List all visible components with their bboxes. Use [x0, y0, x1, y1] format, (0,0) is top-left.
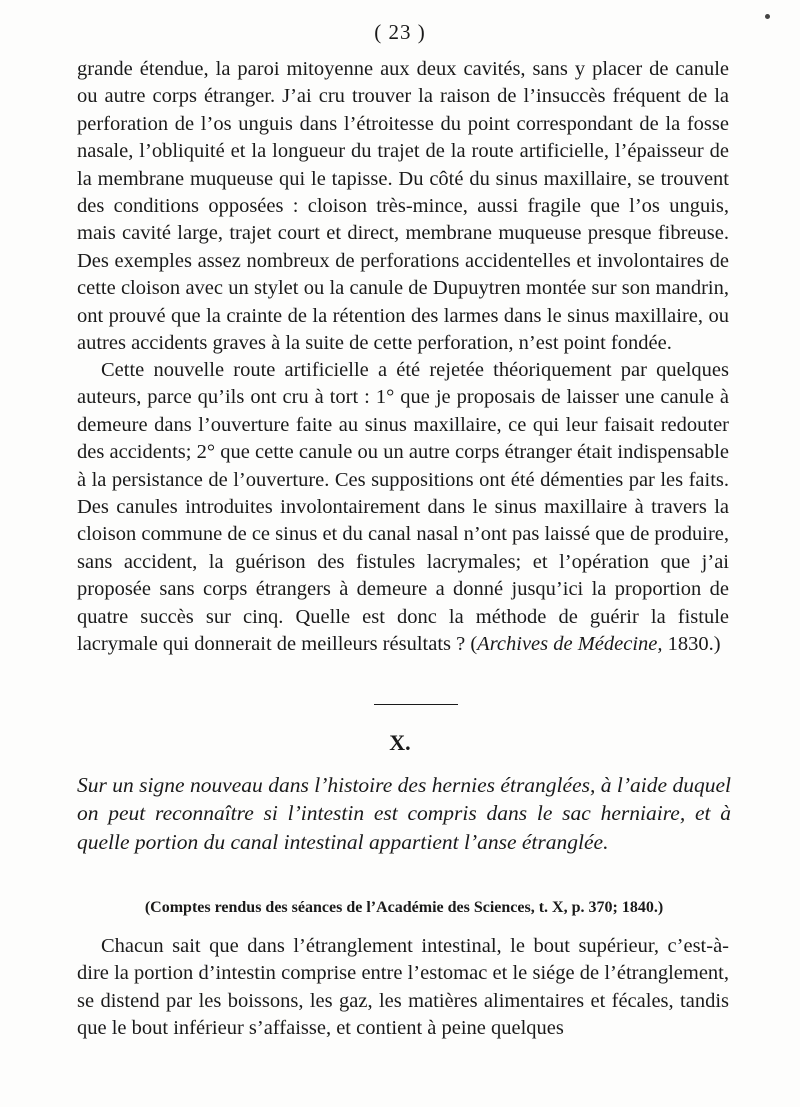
paragraph-3-text: Chacun sait que dans l’étranglement intestinal, le bout supérieur, c’est-à-dire la portion d’intestin comprise entre l’estomac et le siége de l’étranglement, se distend par les boissons, les gaz, les matières alimentaires et fécales, tandis que le bout inférieur s’affaisse, et contient à peine quelques: [77, 935, 729, 1040]
print-speck: [765, 14, 770, 19]
section-number: X.: [389, 730, 411, 755]
source-open: (: [470, 633, 478, 656]
paragraph-2-body: Cette nouvelle route artificielle a été rejetée théoriquement par quelques auteurs, parce qu’ils ont cru à tort : 1° que je proposais de laisser une canule à demeure dans l’ouverture faite au sinus maxillaire, ce qui leur faisait redouter des accidents; 2° que cette canule ou un autre corps étranger était indispensable à la persistance de l’ouverture. Ces suppositions ont été démenties par les faits. Des canules introduites involontairement dans le sinus maxillaire à travers la cloison commune de ce sinus et du canal nasal n’ont pas laissé que de produire, sans accident, la guérison des fistules lacrymales; et l’opération que j’ai proposée sans corps étrangers à demeure a donné jusqu’ici la proportion de quatre succès sur cinq. Quelle est donc la méthode de guérir la fistule lacrymale qui donnerait de meilleurs résultats ?: [77, 359, 729, 656]
section-title-text: Sur un signe nouveau dans l’histoire des hernies étranglées, à l’aide duquel on peut reconnaître si l’intestin est compris dans le sac herniaire, et à quelle portion du canal intestinal appartient l’anse étranglée.: [77, 773, 731, 854]
section-title: [77, 771, 731, 856]
section-citation: (Comptes rendus des séances de l’Académie des Sciences, t. X, p. 370; 1840.): [144, 899, 664, 916]
section-divider: [374, 704, 458, 705]
source-journal: Archives de Médecine,: [477, 633, 663, 656]
paragraph-2-text: [77, 357, 729, 658]
page-number: ( 23 ): [374, 20, 426, 44]
paragraph-rejection: [77, 357, 729, 658]
paragraph-strangulation: [77, 933, 729, 1043]
paragraph-continuation: [77, 56, 729, 357]
paragraph-1-text: grande étendue, la paroi mitoyenne aux deux cavités, sans y placer de canule ou autre corps étranger. J’ai cru trouver la raison de l’insuccès fréquent de la perforation de l’os unguis dans l’étroitesse du point correspondant de la fosse nasale, l’obliquité et la longueur du trajet de la route artificielle, l’épaisseur de la membrane muqueuse qui le tapisse. Du côté du sinus maxillaire, se trouvent des conditions opposées : cloison très-mince, aussi fragile que l’os unguis, mais cavité large, trajet court et direct, membrane muqueuse presque fibreuse. Des exemples assez nombreux de perforations accidentelles et involontaires de cette cloison avec un stylet ou la canule de Dupuytren montée sur son mandrin, ont prouvé que la crainte de la rétention des larmes dans le sinus maxillaire, ou autres accidents graves à la suite de cette perforation, n’est point fondée.: [77, 58, 729, 355]
source-year: 1830.): [662, 633, 721, 656]
